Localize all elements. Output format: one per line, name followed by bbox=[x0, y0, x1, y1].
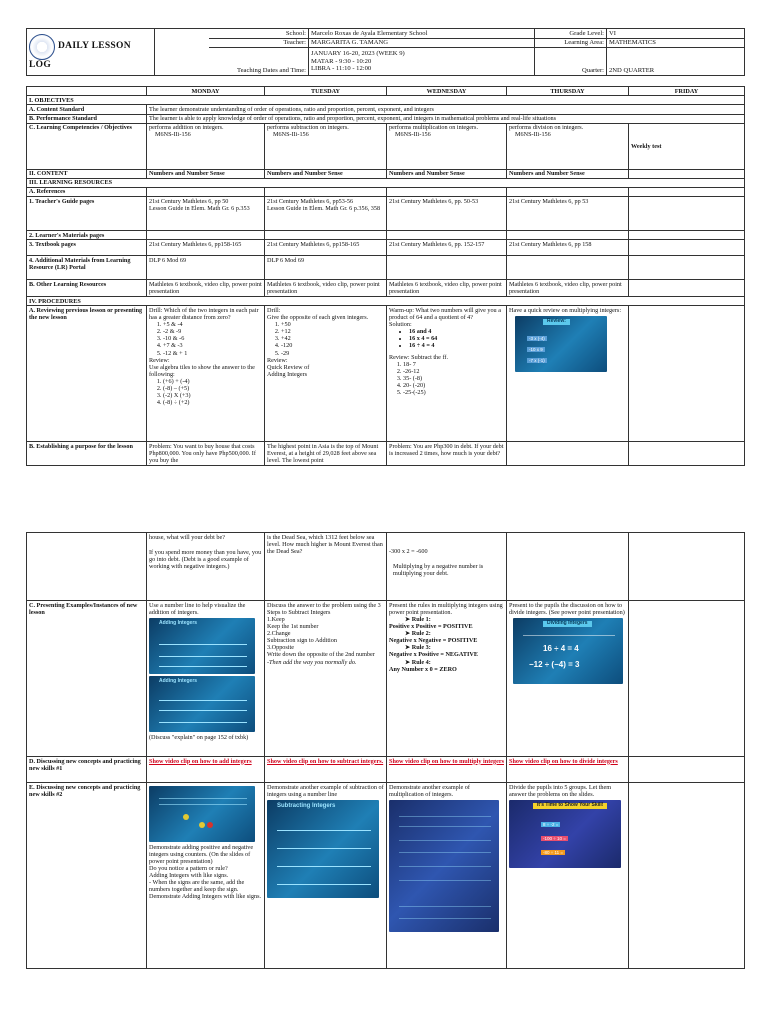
rule-heading: ➤ Rule 2: bbox=[405, 630, 431, 637]
review-list bbox=[403, 361, 504, 397]
competency-thu: performs division on integers. M6NS-IIi-156 bbox=[507, 123, 629, 169]
list-item: 5. -29 bbox=[281, 350, 384, 357]
step-item: 2.Change bbox=[267, 630, 291, 637]
list-item: 3. -10 & -6 bbox=[163, 335, 262, 342]
step-item: Keep the 1st number bbox=[267, 622, 319, 630]
step-item: Write down the opposite of the 2nd number bbox=[267, 651, 375, 659]
list-item: 4. 20- (-20) bbox=[403, 382, 504, 389]
multiplication-rules bbox=[389, 616, 504, 673]
adding-integers-slide-1: Adding Integers bbox=[149, 618, 255, 674]
tg-thu: 21st Century Mathletes 6, pp 53 bbox=[507, 197, 629, 231]
day-header: WEDNESDAY bbox=[387, 87, 507, 96]
list-item: 2. -26-12 bbox=[403, 368, 504, 375]
row-label: C. Learning Competencies / Objectives bbox=[27, 123, 147, 169]
school-label: School: bbox=[209, 29, 309, 39]
dates-value: JANUARY 16-20, 2023 (WEEK 9) MATAR - 9:30 - 10:20 LIBRA - 11:10 - 12:00 bbox=[309, 48, 535, 76]
video-clip-thu: Show video clip on how to divide integers bbox=[507, 757, 629, 783]
list-item: 3. (-2) X (+3) bbox=[163, 392, 262, 399]
subtracting-integers-slide: Subtracting Integers bbox=[267, 800, 379, 898]
school-value: Marcelo Roxas de Ayala Elementary School bbox=[309, 29, 535, 39]
header-table bbox=[26, 28, 745, 76]
page-title: DAILY LESSON LOG bbox=[29, 41, 131, 70]
day-header: FRIDAY bbox=[629, 87, 745, 96]
review-thu: Have a quick review on multiplying integers: Review: -3 x (-4) -10 x 9 -7 x (-1) bbox=[507, 306, 629, 442]
rule-heading: ➤ Rule 4: bbox=[405, 658, 431, 666]
dividing-integers-slide: Dividing Integers 16 ÷ 4 = 4 −12 ÷ (−4) = 3 bbox=[513, 618, 623, 684]
list-item: 1. +50 bbox=[281, 321, 384, 328]
video-clip-wed: Show video clip on how to multiply integers bbox=[387, 757, 507, 783]
list-item: 3. +42 bbox=[281, 335, 384, 342]
dates-label: Teaching Dates and Time: bbox=[209, 48, 309, 76]
section-heading: IV. PROCEDURES bbox=[27, 297, 745, 306]
grade-value: VI bbox=[607, 29, 745, 39]
quarter-label: Quarter: bbox=[535, 48, 607, 76]
list-item: 4. (-8) ÷ (+2) bbox=[163, 399, 262, 406]
video-clip-mon: Show video clip on how to add integers bbox=[147, 757, 265, 783]
rule-text: Any Number x 0 = ZERO bbox=[389, 665, 457, 673]
list-item: • 16 ÷ 4 = 4 bbox=[409, 342, 504, 349]
plan-table-2: house, what will your debt be? If you spend more money than you have, you go into debt. (Debt is a good example of working with negative integers.) is the Dead Sea, which 1312 feet below sea level. How much higher is Mount Everest than the Dead Sea? -300 x 2 = -600 Multiplying by a negative number is multiplying your debt. C. Presenting Examples/Instances of new lesson Use a number line to help visualize the addition of integers. Adding Integers Adding Integers (Discuss "explain" on page 152 of txbk) Discuss the answer to the problem using the 3 Steps to Subtract Integers 1.Keep Keep the 1st number 2.Change Subtraction sign to Addition 3.Opposite Write down the opposite of the 2nd number -Then add the way you normally do. Present the rules in multiplying integers using power point presentation. ➤ Rule 1: Positive x Positive = POSITIVE ➤ Rule 2: Negative x Negative = POSITIVE ➤ Rule 3: Negative x Positive = NEGATIVE ➤ Rule 4: Any Number x 0 = ZERO Present to the pupils the discussion on how to divide integers. (See power point presentation) Dividing Integers 16 ÷ 4 = 4 −12 ÷ (−4) = 3 D. Discussing new concepts and practicing new skills #1 Show video clip on how to add integers Show video clip on how to subtract integers. Show video clip on how to multiply integers Show video clip on how to divide integers E. Discussing new concepts and practicing new skills #2 Demonstrate adding positive and negative integers using counters. (On the slides of power point presentation) Do you notice a pattern or rule? Adding Integers with like signs. - When the signs are the same, add the numbers together and keep the sign. Demonstrate Adding Integers with like signs. Demonstrate another example of subtraction of integers using a number line Subtracting Integers Demonstrate another example of multiplication of integers. Divide the pupils into 5 groups. Let them answer the problems on the slides. It's Time to Show Your Skill! 8 ÷ -2 = -100 ÷ 10 = -80 ÷ 11 = bbox=[26, 532, 745, 969]
list-item: 2. +12 bbox=[281, 328, 384, 335]
teacher-value: MARGARITA G. TAMANG bbox=[309, 38, 535, 48]
section-heading: I. OBJECTIVES bbox=[27, 96, 745, 105]
list-item: 1. 18- 7 bbox=[403, 361, 504, 368]
step-item: 1.Keep bbox=[267, 615, 285, 623]
plan-table-1: MONDAY TUESDAY WEDNESDAY THURSDAY FRIDAY I. OBJECTIVES A. Content Standard The learner demonstrate understanding of order of operations, ratio and proportion, percent, exponent, and integers B. Performance Standard The learner is able to apply knowledge of order of operations, ratio and proportion, percent, exponent, and integers in mathematical problems and real-life situations C. Learning Competencies / Objectives performs addition on integers. M6NS-IIi-156 performs subtraction on integers. M6NS-IIi-156 performs multiplication on integers. M6NS-IIi-156 performs division on integers. M6NS-IIi-156 Weekly test II. CONTENT Numbers and Number Sense Numbers and Number Sense Numbers and Number Sense Numbers and Number Sense III. LEARNING RESOURCES A. References 1. Teacher's Guide pages 21st Century Mathletes 6, pp 50 Lesson Guide in Elem. Math Gr. 6 p.353 21st Century Mathletes 6, pp53-56 Lesson Guide in Elem. Math Gr. 6 p.356, 358 21st Century Mathletes 6, pp. 50-53 21st Century Mathletes 6, pp 53 2. Learner's Materials pages 3. Textbook pages 21st Century Mathletes 6, pp158-165 21st Century Mathletes 6, pp158-165 21st Century Mathletes 6, pp. 152-157 21st Century Mathletes 6, pp 158 4. Additional Materials from Learning Resource (LR) Portal DLP 6 Mod 69 DLP 6 Mod 69 B. Other Learning Resources Mathletes 6 textbook, video clip, power point presentation Mathletes 6 textbook, video clip, power point presentation Mathletes 6 textbook, video clip, power point presentation Mathletes 6 textbook, video clip, power point presentation IV. PROCEDURES A. Reviewing previous lesson or presenting the new lesson Drill: Which of the two integers in each pair has a greater distance from zero? 1. +5 & -4 2. -2 & -9 3. -10 & -6 4. +7 & -3 5. -12 & + 1 Review: Use algebra tiles to show the answer to the following: 1. (+6) + (-4) 2. (-8) – (+5) 3. (-2) X (+3) 4. (-8) ÷ (+2) Drill: Give the opposite of each given integers. 1. +50 2. +12 3. +42 4. -120 5. -29 Review: Quick Review of Adding Integers Warm-up: What two numbers will give you a product of 64 and a quotient of 4? Solution: • 16 and 4 • 16 x 4 = 64 • 16 ÷ 4 = 4 Review: Subtract the ff. 1. 18- 7 2. -26-12 3. 35- (-8) 4. 20- (-20) 5. -25-(-25) Have a quick review on multiplying integers: Review: -3 x (-4) -10 x 9 -7 x (-1) B. Establishing a purpose for the lesson Problem: You want to buy house that costs Php800,000. You only have Php500,000. If you buy the The highest point in Asia is the top of Mount Everest, at a height of 29,028 feet above sea level. The lowest point Problem: You are Php300 in debt. If your debt is increased 2 times, how much is your debt? bbox=[26, 86, 745, 466]
list-item: • 16 x 4 = 64 bbox=[409, 335, 504, 342]
area-value: MATHEMATICS bbox=[607, 38, 745, 48]
quarter-value: 2ND QUARTER bbox=[607, 48, 745, 76]
presenting-thu: Present to the pupils the discussion on how to divide integers. (See power point presentation) Dividing Integers 16 ÷ 4 = 4 −12 ÷ (−4) = 3 bbox=[507, 601, 629, 757]
video-clip-tue: Show video clip on how to subtract integers. bbox=[265, 757, 387, 783]
content-standard: The learner demonstrate understanding of order of operations, ratio and proportion, percent, exponent, and integers bbox=[147, 105, 745, 114]
friday-note: Weekly test bbox=[629, 123, 745, 169]
list-item: 1. +5 & -4 bbox=[163, 321, 262, 328]
list-item: 5. -25-(-25) bbox=[403, 389, 504, 396]
day-header: THURSDAY bbox=[507, 87, 629, 96]
practice-wed: Demonstrate another example of multiplication of integers. bbox=[387, 783, 507, 969]
performance-standard: The learner is able to apply knowledge of order of operations, ratio and proportion, percent, exponent, and integers in mathematical problems and real-life situations bbox=[147, 114, 745, 123]
day-header: TUESDAY bbox=[265, 87, 387, 96]
list-item: 3. 35- (-8) bbox=[403, 375, 504, 382]
multiplication-slide bbox=[389, 800, 499, 932]
practice-thu: Divide the pupils into 5 groups. Let them answer the problems on the slides. It's Time to Show Your Skill! 8 ÷ -2 = -100 ÷ 10 = -80 ÷ 11 = bbox=[507, 783, 629, 969]
list-item: 2. (-8) – (+5) bbox=[163, 385, 262, 392]
tg-tue: 21st Century Mathletes 6, pp53-56 Lesson Guide in Elem. Math Gr. 6 p.356, 358 bbox=[265, 197, 387, 231]
review-wed: Warm-up: What two numbers will give you a product of 64 and a quotient of 4? Solution: • 16 and 4 • 16 x 4 = 64 • 16 ÷ 4 = 4 Review: Subtract the ff. 1. 18- 7 2. -26-12 3. 35- (-8) 4. 20- (-20) 5. -25-(-25) bbox=[387, 306, 507, 442]
review-slide-image: Review: -3 x (-4) -10 x 9 -7 x (-1) bbox=[515, 316, 607, 372]
competency-wed: performs multiplication on integers. M6NS-IIi-156 bbox=[387, 123, 507, 169]
show-your-skill-slide: It's Time to Show Your Skill! 8 ÷ -2 = -100 ÷ 10 = -80 ÷ 11 = bbox=[509, 800, 621, 868]
lesson-log-page-1 bbox=[26, 28, 744, 466]
practice-tue: Demonstrate another example of subtraction of integers using a number line Subtracting Integers bbox=[265, 783, 387, 969]
deped-seal-icon bbox=[29, 34, 55, 60]
step-item: Subtraction sign to Addition bbox=[267, 637, 337, 645]
practice-mon: Demonstrate adding positive and negative integers using counters. (On the slides of power point presentation) Do you notice a pattern or rule? Adding Integers with like signs. - When the signs are the same, add the numbers together and keep the sign. Demonstrate Adding Integers with like signs. bbox=[147, 783, 265, 969]
rule-text: Negative x Positive = NEGATIVE bbox=[389, 651, 478, 659]
tg-mon: 21st Century Mathletes 6, pp 50 Lesson Guide in Elem. Math Gr. 6 p.353 bbox=[147, 197, 265, 231]
list-item: • 16 and 4 bbox=[409, 328, 504, 335]
presenting-mon: Use a number line to help visualize the addition of integers. Adding Integers Adding Integers (Discuss "explain" on page 152 of txbk) bbox=[147, 601, 265, 757]
list-item: 1. (+6) + (-4) bbox=[163, 378, 262, 385]
solution-list bbox=[409, 328, 504, 349]
list-item: 2. -2 & -9 bbox=[163, 328, 262, 335]
rule-heading: ➤ Rule 3: bbox=[405, 644, 431, 652]
presenting-tue: Discuss the answer to the problem using the 3 Steps to Subtract Integers 1.Keep Keep the 1st number 2.Change Subtraction sign to Addition 3.Opposite Write down the opposite of the 2nd number -Then add the way you normally do. bbox=[265, 601, 387, 757]
drill-list bbox=[281, 321, 384, 357]
area-label: Learning Area: bbox=[535, 38, 607, 48]
list-item: 4. +7 & -3 bbox=[163, 342, 262, 349]
adding-integers-slide-2: Adding Integers bbox=[149, 676, 255, 732]
review-list bbox=[163, 378, 262, 407]
rule-text: Positive x Positive = POSITIVE bbox=[389, 622, 473, 630]
tg-wed: 21st Century Mathletes 6, pp. 50-53 bbox=[387, 197, 507, 231]
rule-heading: ➤ Rule 1: bbox=[405, 615, 431, 623]
counters-slide bbox=[149, 786, 255, 842]
day-header: MONDAY bbox=[147, 87, 265, 96]
drill-list bbox=[163, 321, 262, 357]
row-label: B. Performance Standard bbox=[27, 114, 147, 123]
competency-mon: performs addition on integers. M6NS-IIi-156 bbox=[147, 123, 265, 169]
review-mon: Drill: Which of the two integers in each pair has a greater distance from zero? 1. +5 & -4 2. -2 & -9 3. -10 & -6 4. +7 & -3 5. -12 & + 1 Review: Use algebra tiles to show the answer to the following: 1. (+6) + (-4) 2. (-8) – (+5) 3. (-2) X (+3) 4. (-8) ÷ (+2) bbox=[147, 306, 265, 442]
review-tue: Drill: Give the opposite of each given integers. 1. +50 2. +12 3. +42 4. -120 5. -29 Review: Quick Review of Adding Integers bbox=[265, 306, 387, 442]
list-item: 5. -12 & + 1 bbox=[163, 350, 262, 357]
rule-text: Negative x Negative = POSITIVE bbox=[389, 637, 478, 645]
competency-tue: performs subtraction on integers. M6NS-IIi-156 bbox=[265, 123, 387, 169]
lesson-log-page-2 bbox=[26, 532, 744, 969]
step-item: 3.Opposite bbox=[267, 644, 294, 652]
grade-label: Grade Level: bbox=[535, 29, 607, 39]
header-logo-cell bbox=[27, 29, 155, 76]
section-heading: II. CONTENT bbox=[27, 169, 147, 178]
list-item: 4. -120 bbox=[281, 342, 384, 349]
row-label: A. Content Standard bbox=[27, 105, 147, 114]
presenting-wed: Present the rules in multiplying integers using power point presentation. ➤ Rule 1: Positive x Positive = POSITIVE ➤ Rule 2: Negative x Negative = POSITIVE ➤ Rule 3: Negative x Positive = NEGATIVE ➤ Rule 4: Any Number x 0 = ZERO bbox=[387, 601, 507, 757]
teacher-label: Teacher: bbox=[209, 38, 309, 48]
section-heading: III. LEARNING RESOURCES bbox=[27, 178, 745, 187]
